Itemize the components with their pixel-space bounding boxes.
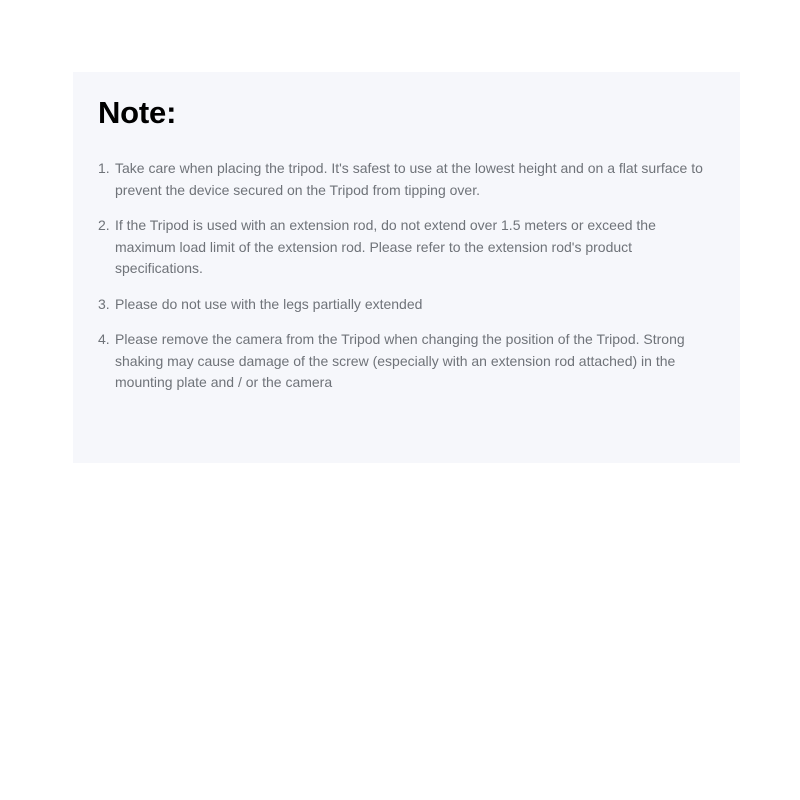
note-item — [98, 329, 714, 394]
note-item-text: Please do not use with the legs partially extended — [115, 295, 423, 312]
note-list — [98, 158, 714, 394]
note-item-number: 2. — [98, 217, 110, 233]
note-item-text: If the Tripod is used with an extension rod, do not extend over 1.5 meters or exceed the maximum load limit of the extension rod. Please refer to the extension rod's product specifications. — [115, 217, 656, 276]
note-item — [98, 294, 714, 316]
note-title: Note: — [98, 95, 177, 130]
note-item — [98, 215, 714, 280]
note-item-text: Take care when placing the tripod. It's safest to use at the lowest height and on a flat surface to prevent the device secured on the Tripod from tipping over. — [115, 160, 703, 198]
note-item-text: Please remove the camera from the Tripod when changing the position of the Tripod. Strong shaking may cause damage of the screw (especially with an extension rod attached) in the mounting plate and / or the camera — [115, 331, 685, 390]
note-item-number: 4. — [98, 331, 110, 347]
note-item-number: 1. — [98, 160, 110, 176]
note-item — [98, 158, 714, 201]
note-panel — [73, 72, 740, 463]
note-item-number: 3. — [98, 295, 110, 312]
